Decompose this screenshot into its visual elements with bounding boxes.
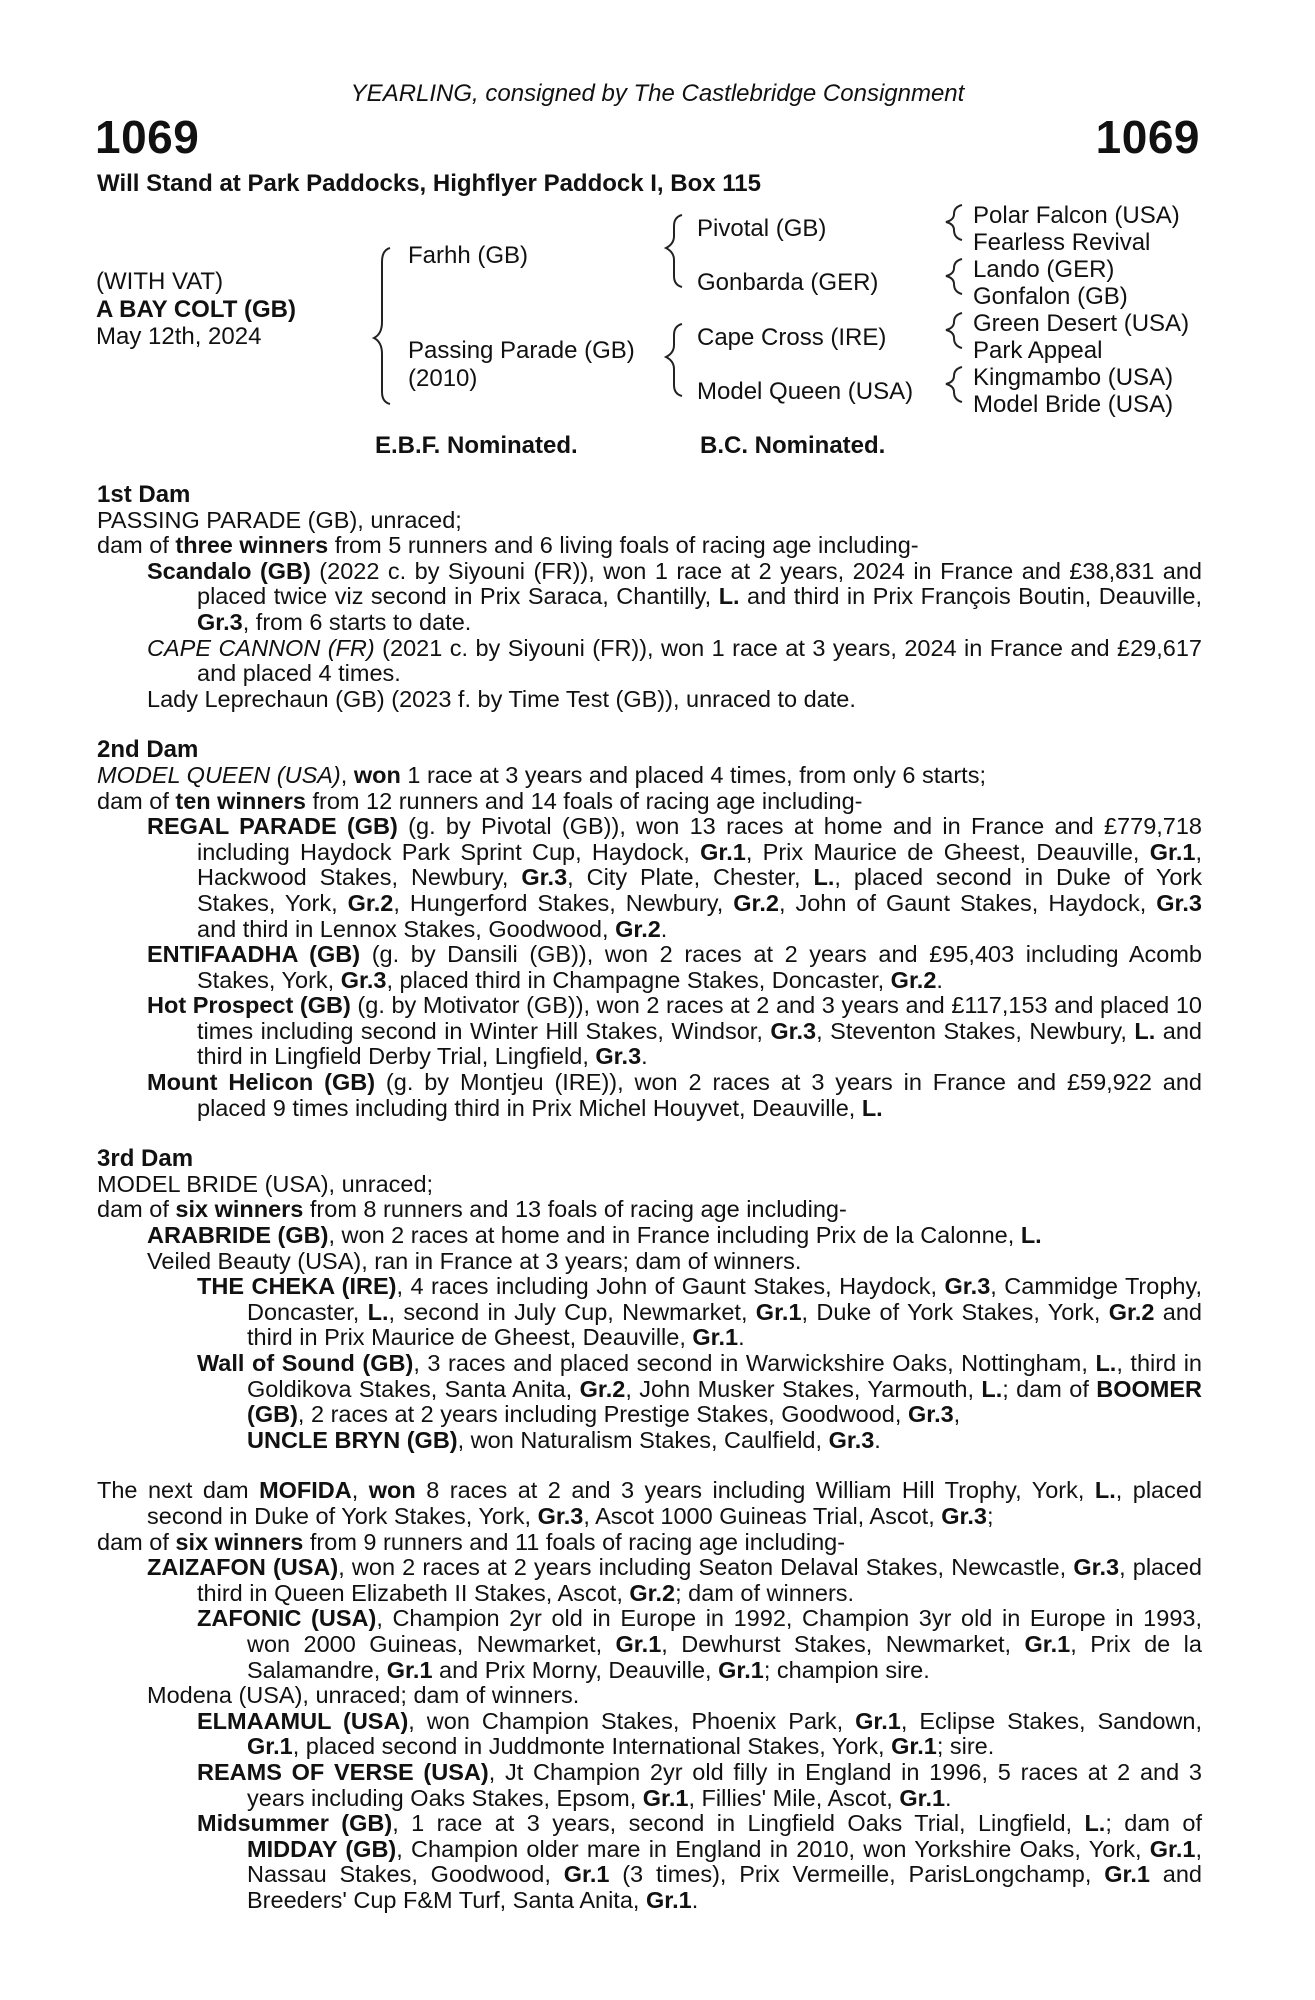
nextdam-section xyxy=(97,1478,1202,1913)
gen3-5: Green Desert (USA) xyxy=(973,310,1190,337)
nextdam-entry-2: ZAFONIC (USA), Champion 2yr old in Europe in 1992, Champion 3yr old in Europe in 1993, won 2000 Guineas, Newmarket, Gr.1, Dewhurst Stakes, Newmarket, Gr.1, Prix de la Salamandre, Gr.1 and Prix Morny, Deauville, Gr.1; champion sire. xyxy=(197,1605,1202,1683)
brace-ds xyxy=(946,313,962,348)
gen3-8: Model Bride (USA) xyxy=(973,391,1174,418)
stand-info: Will Stand at Park Paddocks, Highflyer Paddock I, Box 115 xyxy=(97,170,761,197)
brace-sire xyxy=(666,215,682,287)
brace-main xyxy=(374,248,390,404)
dam3-entry-3: THE CHEKA (IRE), 4 races including John of Gaunt Stakes, Haydock, Gr.3, Cammidge Trophy, Doncaster, L., second in July Cup, Newmarket, Gr.1, Duke of York Stakes, York, Gr.2 and third in Prix Maurice de Gheest, Deauville, Gr.1. xyxy=(197,1273,1203,1351)
nextdam-entry-1: ZAIZAFON (USA), won 2 races at 2 years including Seaton Delaval Stakes, Newcastle, Gr.3, placed third in Queen Elizabeth II Stakes, Ascot, Gr.2; dam of winners. xyxy=(147,1554,1202,1606)
dam1-section xyxy=(97,482,1202,712)
dam3-section xyxy=(97,1146,1202,1453)
dam1-entry-3: Lady Leprechaun (GB) (2023 f. by Time Test (GB)), unraced to date. xyxy=(147,685,856,712)
bc-nominated: B.C. Nominated. xyxy=(700,432,886,459)
nextdam-entry-3: Modena (USA), unraced; dam of winners. xyxy=(147,1682,580,1709)
dam3-title: 3rd Dam xyxy=(97,1145,194,1173)
sire-name: Farhh (GB) xyxy=(408,242,529,269)
gen3-7: Kingmambo (USA) xyxy=(973,364,1174,391)
sire-dam: Gonbarda (GER) xyxy=(697,269,879,296)
brace-ss xyxy=(946,205,962,240)
dam2-entry-1: REGAL PARADE (GB) (g. by Pivotal (GB)), won 13 races at home and in France and £779,718 including Haydock Park Sprint Cup, Haydock, Gr.1, Prix Maurice de Gheest, Deauville, Gr.1, Hackwood Stakes, Newbury, Gr.3, City Plate, Chester, L., placed second in Duke of York Stakes, York, Gr.2, Hungerford Stakes, Newbury, Gr.2, John of Gaunt Stakes, Haydock, Gr.3 and third in Lennox Stakes, Goodwood, Gr.2. xyxy=(147,813,1203,942)
dam2-entry-3: Hot Prospect (GB) (g. by Motivator (GB)), won 2 races at 2 and 3 years and £117,153 and placed 10 times including second in Winter Hill Stakes, Windsor, Gr.3, Steventon Stakes, Newbury, L. and third in Lingfield Derby Trial, Lingfield, Gr.3. xyxy=(147,992,1202,1070)
horse-dob: May 12th, 2024 xyxy=(96,323,262,350)
dam1-line1: PASSING PARADE (GB), unraced; xyxy=(97,506,462,533)
catalogue-body xyxy=(97,482,1202,1938)
gen3-3: Lando (GER) xyxy=(973,256,1115,283)
gen3-4: Gonfalon (GB) xyxy=(973,283,1128,310)
nextdam-line2: dam of six winners from 9 runners and 11 foals of racing age including- xyxy=(97,1528,846,1555)
lot-number-right: 1069 xyxy=(1095,111,1200,163)
dam2-section xyxy=(97,737,1202,1121)
gen3-6: Park Appeal xyxy=(973,337,1103,364)
nextdam-entry-5: REAMS OF VERSE (USA), Jt Champion 2yr old filly in England in 1996, 5 races at 2 and 3 years including Oaks Stakes, Epsom, Gr.1, Fillies' Mile, Ascot, Gr.1. xyxy=(197,1758,1202,1811)
dam1-title: 1st Dam xyxy=(97,481,191,508)
dam-year: (2010) xyxy=(408,365,478,392)
brace-sd xyxy=(946,259,962,294)
sire-sire: Pivotal (GB) xyxy=(697,215,827,242)
dam-sire: Cape Cross (IRE) xyxy=(697,324,887,351)
nextdam-line1: The next dam MOFIDA, won 8 races at 2 and 3 years including William Hill Trophy, York, L., placed second in Duke of York Stakes, York, Gr.3, Ascot 1000 Guineas Trial, Ascot, Gr.3; xyxy=(97,1477,1203,1529)
dam2-title: 2nd Dam xyxy=(97,736,199,764)
gen3-2: Fearless Revival xyxy=(973,229,1151,256)
dam2-line1: MODEL QUEEN (USA), won 1 race at 3 years and placed 4 times, from only 6 starts; xyxy=(97,761,986,788)
dam3-entry-4: Wall of Sound (GB), 3 races and placed second in Warwickshire Oaks, Nottingham, L., third in Goldikova Stakes, Santa Anita, Gr.2, John Musker Stakes, Yarmouth, L.; dam of BOOMER (GB), 2 races at 2 years including Prestige Stakes, Goodwood, Gr.3, UNCLE BRYN (GB), won Naturalism Stakes, Caulfield, Gr.3. xyxy=(197,1350,1203,1453)
dam3-line2: dam of six winners from 8 runners and 13 foals of racing age including- xyxy=(97,1196,847,1223)
dam3-entry-1: ARABRIDE (GB), won 2 races at home and in France including Prix de la Calonne, L. xyxy=(147,1222,1042,1249)
vat-label: (WITH VAT) xyxy=(96,268,224,295)
nextdam-entry-6: Midsummer (GB), 1 race at 3 years, second in Lingfield Oaks Trial, Lingfield, L.; dam of MIDDAY (GB), Champion older mare in England in 2010, won Yorkshire Oaks, York, Gr.1, Nassau Stakes, Goodwood, Gr.1 (3 times), Prix Vermeille, ParisLongchamp, Gr.1 and Breeders' Cup F&M Turf, Santa Anita, Gr.1. xyxy=(197,1810,1202,1913)
horse-name: A BAY COLT (GB) xyxy=(96,296,297,323)
page-subtitle: YEARLING, consigned by The Castlebridge Consignment xyxy=(350,80,965,107)
lot-number-left: 1069 xyxy=(95,111,200,163)
dam2-line2: dam of ten winners from 12 runners and 14 foals of racing age including- xyxy=(97,787,863,814)
brace-dam xyxy=(666,324,682,396)
dam-name: Passing Parade (GB) xyxy=(408,337,635,364)
dam1-line2: dam of three winners from 5 runners and 6 living foals of racing age including- xyxy=(97,532,919,559)
nextdam-entry-4: ELMAAMUL (USA), won Champion Stakes, Phoenix Park, Gr.1, Eclipse Stakes, Sandown, Gr.1, placed second in Juddmonte International Stakes, York, Gr.1; sire. xyxy=(197,1707,1203,1760)
dam3-line1: MODEL BRIDE (USA), unraced; xyxy=(97,1170,434,1197)
dam-dam: Model Queen (USA) xyxy=(697,378,914,405)
gen3-1: Polar Falcon (USA) xyxy=(973,202,1180,229)
ebf-nominated: E.B.F. Nominated. xyxy=(375,432,578,459)
dam2-entry-4: Mount Helicon (GB) (g. by Montjeu (IRE)), won 2 races at 3 years in France and £59,922 and placed 9 times including third in Prix Michel Houyvet, Deauville, L. xyxy=(147,1069,1202,1121)
dam2-entry-2: ENTIFAADHA (GB) (g. by Dansili (GB)), won 2 races at 2 years and £95,403 including Acomb Stakes, York, Gr.3, placed third in Champagne Stakes, Doncaster, Gr.2. xyxy=(147,941,1202,993)
dam1-entry-2: CAPE CANNON (FR) (2021 c. by Siyouni (FR)), won 1 race at 3 years, 2024 in France and £29,617 and placed 4 times. xyxy=(147,634,1202,687)
brace-dd xyxy=(946,367,962,402)
dam3-entry-2: Veiled Beauty (USA), ran in France at 3 years; dam of winners. xyxy=(147,1247,802,1274)
dam1-entry-1: Scandalo (GB) (2022 c. by Siyouni (FR)), won 1 race at 2 years, 2024 in France and £38,831 and placed twice viz second in Prix Saraca, Chantilly, L. and third in Prix François Boutin, Deauville, Gr.3, from 6 starts to date. xyxy=(147,557,1202,635)
